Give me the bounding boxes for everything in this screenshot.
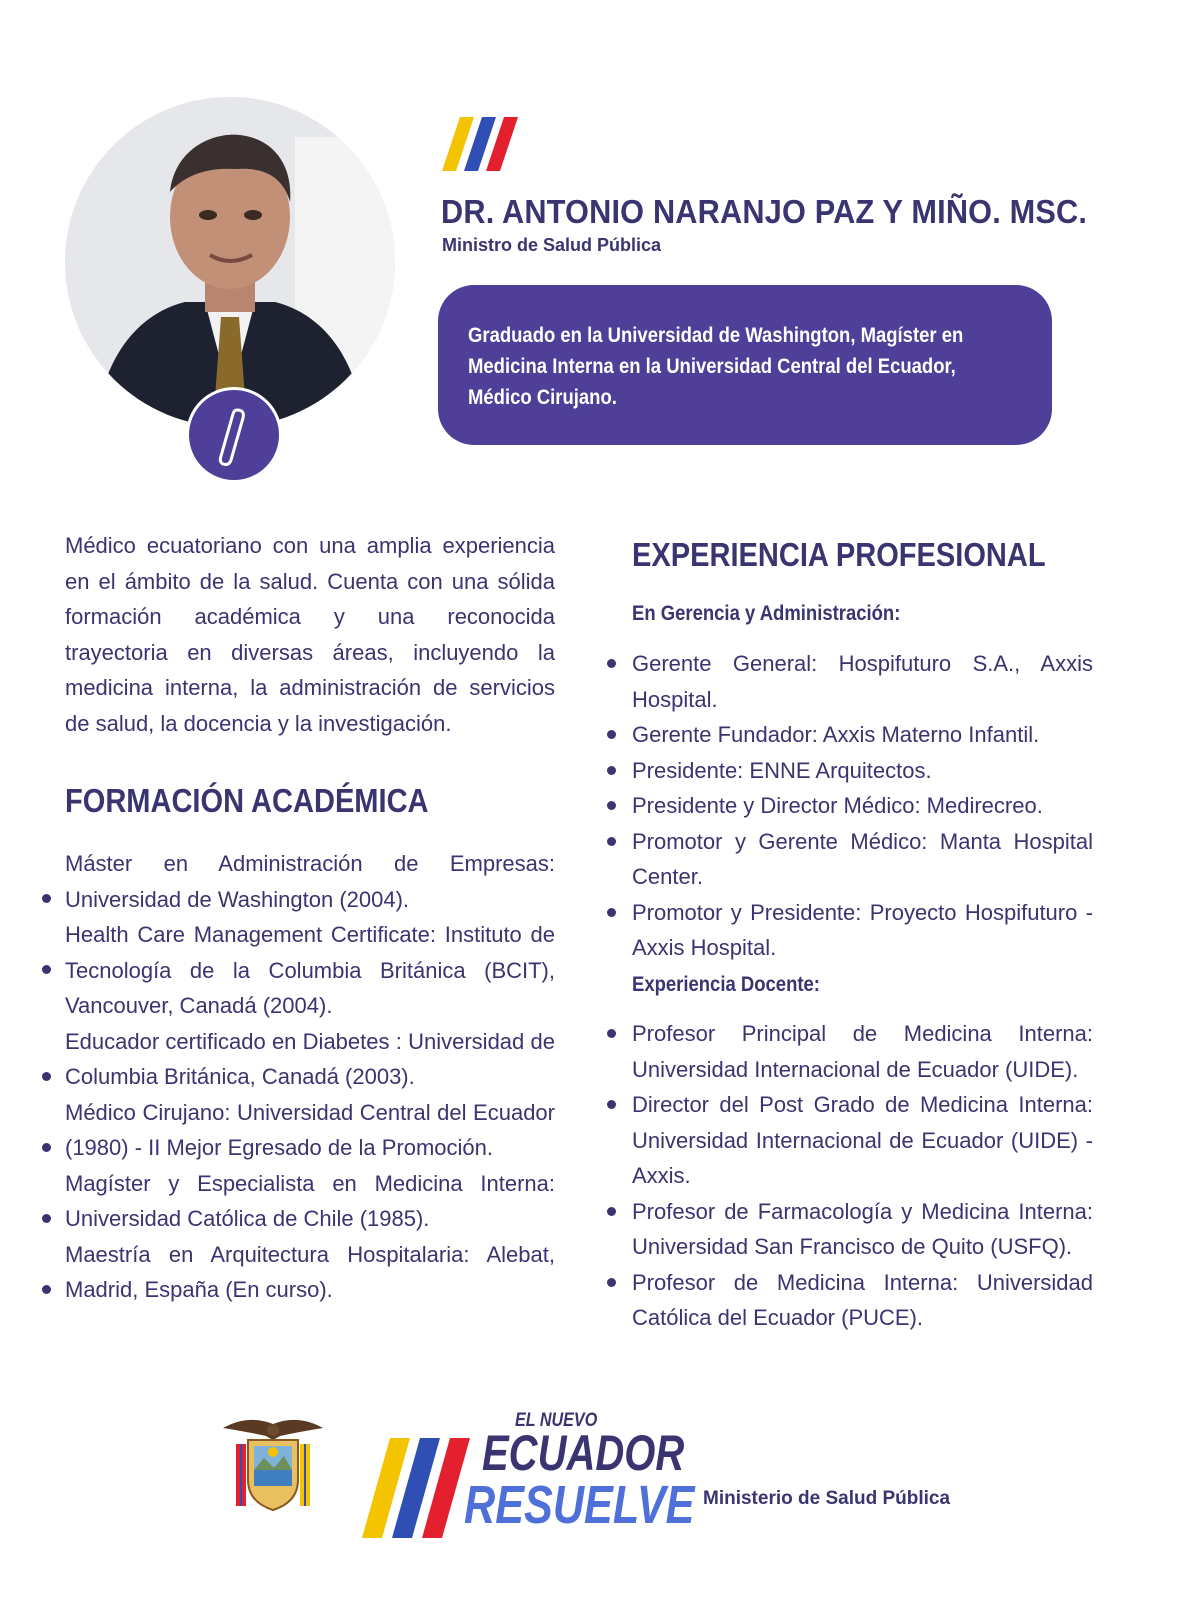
bullet-icon — [42, 1214, 51, 1223]
intro-paragraph: Médico ecuatoriano con una amplia experiencia en el ámbito de la salud. Cuenta con una sólida formación académica y una reconocida trayectoria en diversas áreas, incluyendo la medicina interna, la administración de servicios de salud, la docencia y la investigación. — [65, 533, 555, 736]
bullet-icon — [607, 1100, 616, 1109]
formacion-title: FORMACIÓN ACADÉMICA — [65, 782, 429, 819]
summary-text: Graduado en la Universidad de Washington, Magíster en Medicina Interna en la Universidad Central del Ecuador, Médico Cirujano. — [468, 324, 964, 409]
summary-box — [438, 285, 1052, 445]
list-item: Promotor y Presidente: Proyecto Hospifuturo - Axxis Hospital. — [605, 895, 1093, 966]
bullet-icon — [607, 801, 616, 810]
person-name: DR. ANTONIO NARANJO PAZ Y MIÑO. MSC. — [441, 193, 1088, 230]
docente-subtitle: Experiencia Docente: — [632, 973, 820, 996]
bullet-icon — [607, 1278, 616, 1287]
list-item: Maestría en Arquitectura Hospitalaria: Alebat, Madrid, España (En curso). — [40, 1237, 555, 1308]
slash-badge — [186, 387, 282, 483]
docente-list — [605, 1016, 1093, 1336]
list-item: Presidente: ENNE Arquitectos. — [605, 753, 1093, 789]
ministry-name: Ministerio de Salud Pública — [703, 1488, 951, 1509]
bullet-icon — [607, 837, 616, 846]
slash-icon — [189, 390, 279, 480]
bullet-icon — [42, 1072, 51, 1081]
list-item: Health Care Management Certificate: Instituto de Tecnología de la Columbia Británica (BCIT), Vancouver, Canadá (2004). — [40, 917, 555, 1024]
gerencia-list — [605, 646, 1093, 966]
list-item: Profesor de Medicina Interna: Universidad Católica del Ecuador (PUCE). — [605, 1265, 1093, 1336]
list-item: Presidente y Director Médico: Medirecreo. — [605, 788, 1093, 824]
list-item: Promotor y Gerente Médico: Manta Hospital Center. — [605, 824, 1093, 895]
list-item: Director del Post Grado de Medicina Interna: Universidad Internacional de Ecuador (UIDE) - Axxis. — [605, 1087, 1093, 1194]
list-item: Educador certificado en Diabetes : Universidad de Columbia Británica, Canadá (2003). — [40, 1024, 555, 1095]
bullet-icon — [607, 1029, 616, 1038]
bullet-icon — [607, 730, 616, 739]
bullet-icon — [42, 1143, 51, 1152]
portrait-photo — [65, 97, 395, 427]
formacion-list — [40, 846, 555, 1308]
logo-text-el-nuevo: EL NUEVO — [515, 1410, 598, 1431]
bullet-icon — [42, 894, 51, 903]
list-item: Profesor Principal de Medicina Interna: Universidad Internacional de Ecuador (UIDE). — [605, 1016, 1093, 1087]
list-item: Máster en Administración de Empresas: Universidad de Washington (2004). — [40, 846, 555, 917]
logo-text-resuelve: RESUELVE — [464, 1475, 695, 1535]
flag-stripes-icon — [440, 115, 520, 173]
bullet-icon — [607, 1207, 616, 1216]
bullet-icon — [42, 1285, 51, 1294]
bullet-icon — [607, 659, 616, 668]
logo-text-ecuador: ECUADOR — [482, 1425, 685, 1481]
person-role: Ministro de Salud Pública — [442, 235, 662, 255]
list-item: Gerente General: Hospifuturo S.A., Axxis Hospital. — [605, 646, 1093, 717]
list-item: Magíster y Especialista en Medicina Interna: Universidad Católica de Chile (1985). — [40, 1166, 555, 1237]
list-item: Gerente Fundador: Axxis Materno Infantil. — [605, 717, 1093, 753]
list-item: Profesor de Farmacología y Medicina Interna: Universidad San Francisco de Quito (USFQ). — [605, 1194, 1093, 1265]
list-item: Médico Cirujano: Universidad Central del Ecuador (1980) - II Mejor Egresado de la Promoción. — [40, 1095, 555, 1166]
gerencia-subtitle: En Gerencia y Administración: — [632, 602, 901, 625]
bullet-icon — [42, 965, 51, 974]
coat-of-arms-icon — [218, 1410, 328, 1520]
bullet-icon — [607, 766, 616, 775]
portrait-illustration — [65, 97, 395, 427]
experiencia-title: EXPERIENCIA PROFESIONAL — [632, 536, 1046, 573]
bullet-icon — [607, 908, 616, 917]
